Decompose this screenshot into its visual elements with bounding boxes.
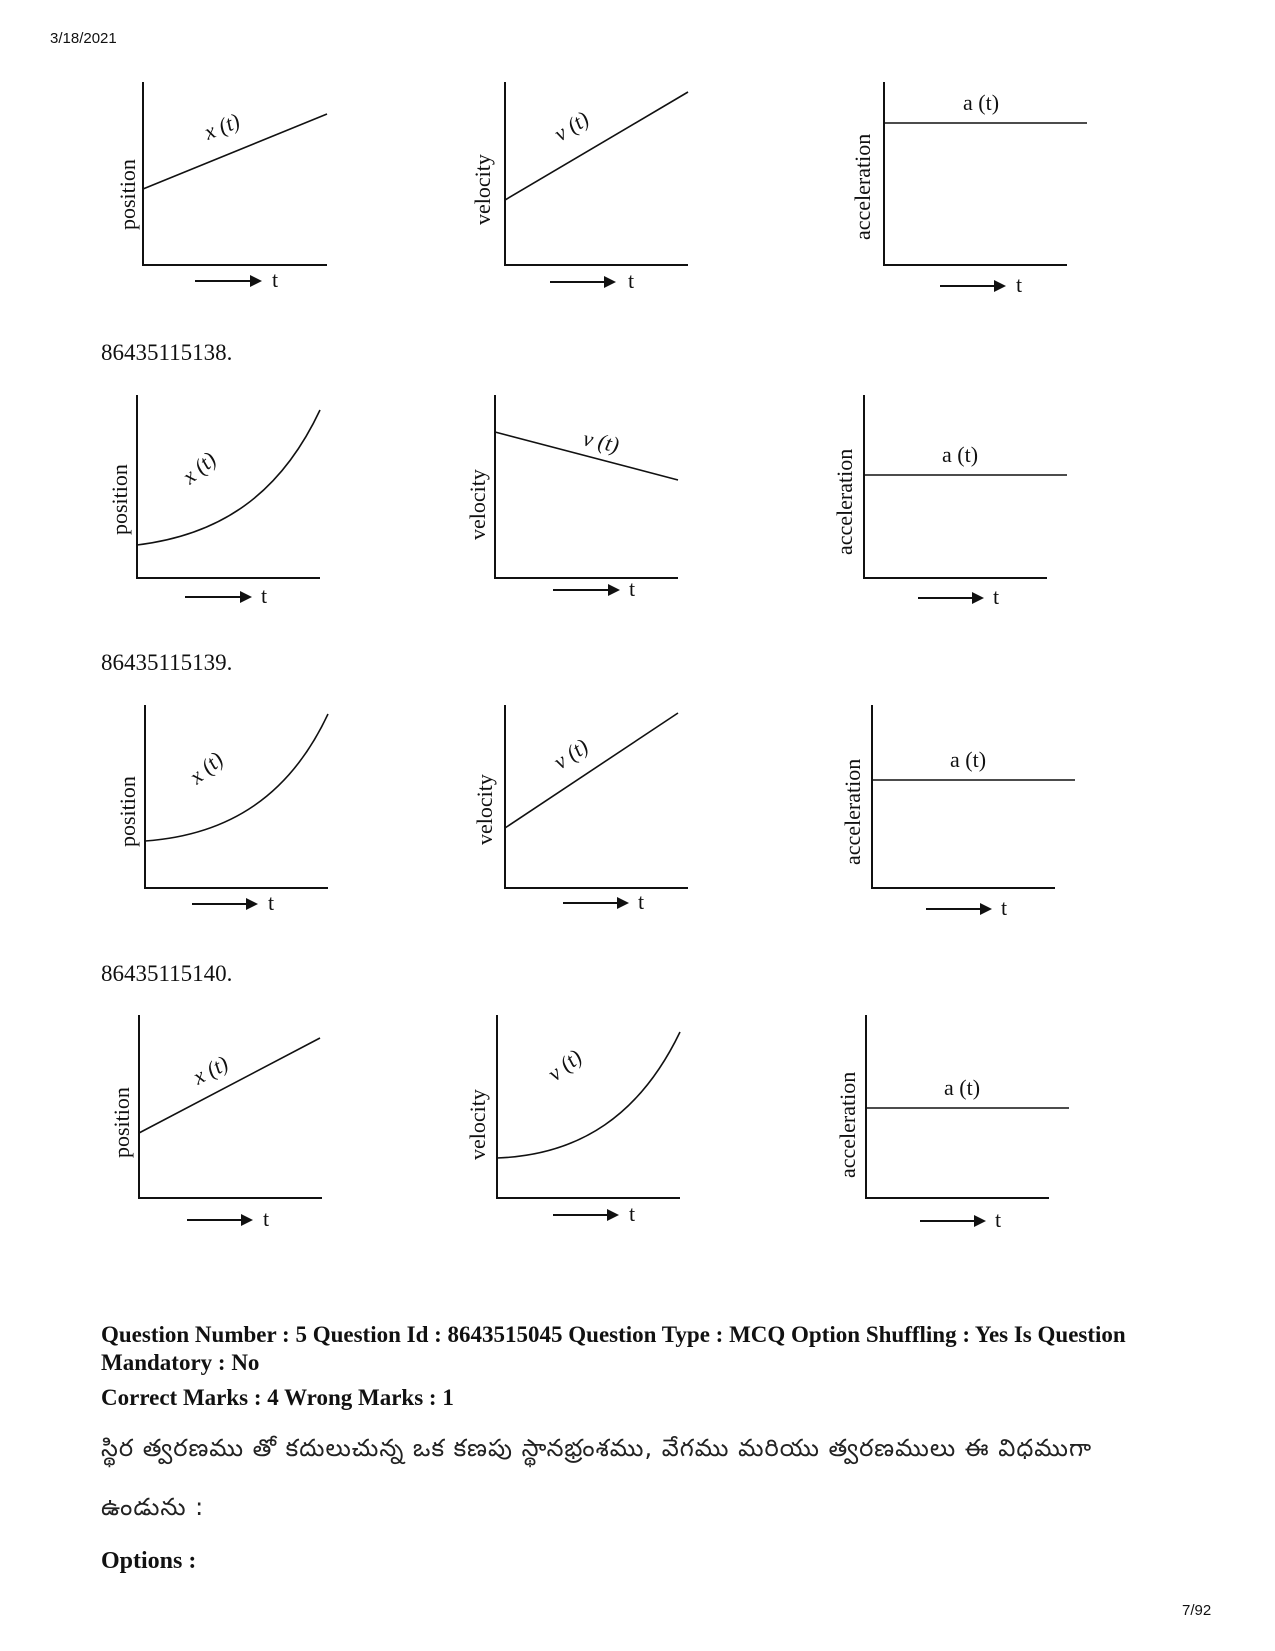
- option-id: 86435115140.: [101, 961, 233, 986]
- velocity-axis-label: velocity: [465, 469, 490, 540]
- graph-row-3: [0, 1010, 1275, 1250]
- options-heading: Options :: [101, 1548, 197, 1574]
- graph-row-2: [0, 700, 1275, 940]
- question-text-line1: స్థిర త్వరణము తో కదులుచున్న ఒక కణపు స్థానభ్రంశము, వేగము మరియు త్వరణములు ఈ విధముగా: [101, 1434, 1093, 1462]
- v-curve-label: v (t): [548, 733, 593, 775]
- position-graph: [115, 705, 328, 915]
- position-axis-label: position: [115, 776, 140, 847]
- position-axis-label: position: [115, 159, 140, 230]
- a-curve-label: a (t): [950, 747, 987, 772]
- velocity-graph: [465, 1015, 680, 1226]
- velocity-axis-label: velocity: [472, 774, 497, 845]
- acceleration-graph: [835, 1015, 1069, 1232]
- time-label: t: [261, 583, 268, 608]
- graph-row-1: [0, 390, 1275, 630]
- time-label: t: [629, 1201, 636, 1226]
- graph-row-svg: [0, 70, 1275, 310]
- time-label: t: [272, 267, 279, 292]
- page-number: 7/92: [1182, 1602, 1212, 1619]
- velocity-axis-label: velocity: [465, 1089, 490, 1160]
- a-curve-label: a (t): [942, 442, 979, 467]
- acceleration-graph: [850, 82, 1087, 297]
- time-label: t: [268, 890, 275, 915]
- acceleration-graph: [840, 705, 1075, 920]
- question-text-line2: ఉండును :: [101, 1493, 205, 1521]
- time-label: t: [638, 889, 645, 914]
- velocity-graph: [465, 395, 678, 601]
- velocity-graph: [472, 705, 688, 914]
- header-date: 3/18/2021: [50, 30, 117, 47]
- graph-row-svg: [0, 700, 1275, 940]
- time-label: t: [629, 576, 636, 601]
- x-curve-label: x (t): [177, 446, 221, 489]
- acceleration-axis-label: acceleration: [832, 448, 857, 555]
- position-axis-label: position: [109, 1087, 134, 1158]
- question-marks: Correct Marks : 4 Wrong Marks : 1: [101, 1385, 454, 1410]
- acceleration-graph: [832, 395, 1067, 609]
- option-id: 86435115138.: [101, 340, 233, 365]
- a-curve-label: a (t): [963, 90, 1000, 115]
- position-graph: [109, 1015, 322, 1231]
- time-label: t: [993, 584, 1000, 609]
- x-curve-label: x (t): [200, 107, 244, 145]
- time-label: t: [995, 1207, 1002, 1232]
- option-id: 86435115139.: [101, 650, 233, 675]
- time-label: t: [1001, 895, 1008, 920]
- time-label: t: [1016, 272, 1023, 297]
- time-label: t: [263, 1206, 270, 1231]
- v-curve-label: v (t): [542, 1044, 587, 1086]
- graph-row-svg: [0, 390, 1275, 630]
- acceleration-axis-label: acceleration: [835, 1071, 860, 1178]
- question-meta: Question Number : 5 Question Id : 8643515045 Question Type : MCQ Option Shuffling : Yes Is Question Mandatory : No: [101, 1322, 1126, 1375]
- x-curve-label: x (t): [184, 746, 228, 789]
- a-curve-label: a (t): [944, 1075, 981, 1100]
- velocity-graph: [470, 82, 688, 293]
- time-label: t: [628, 268, 635, 293]
- v-curve-label: v (t): [549, 105, 594, 147]
- graph-row-0: [0, 70, 1275, 310]
- acceleration-axis-label: acceleration: [850, 133, 875, 240]
- velocity-axis-label: velocity: [470, 154, 495, 225]
- position-graph: [115, 82, 327, 292]
- acceleration-axis-label: acceleration: [840, 758, 865, 865]
- x-curve-label: x (t): [188, 1050, 233, 1090]
- position-axis-label: position: [107, 464, 132, 535]
- graph-row-svg: [0, 1010, 1275, 1250]
- v-curve-label: v (t): [580, 425, 622, 458]
- position-graph: [107, 395, 320, 608]
